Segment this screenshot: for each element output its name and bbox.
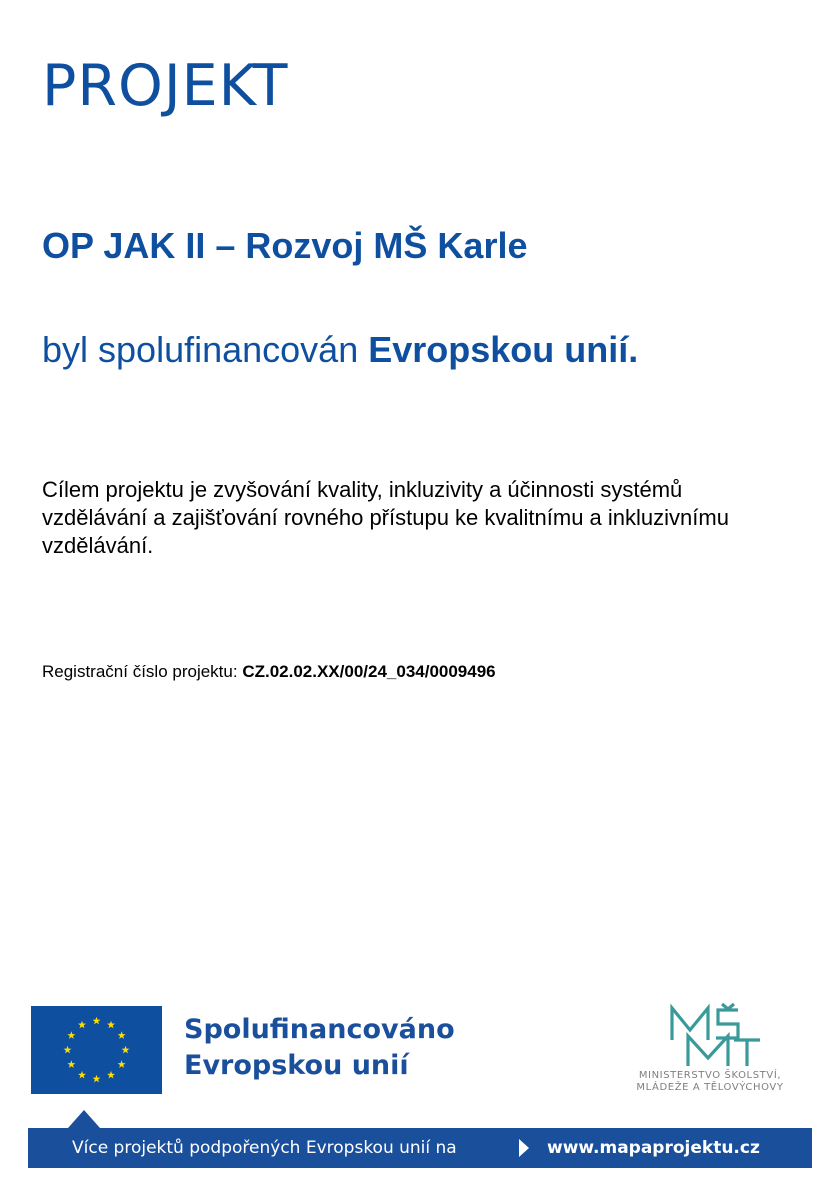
eu-star-icon: [78, 1071, 86, 1079]
project-name: OP JAK II – Rozvoj MŠ Karle: [42, 225, 528, 266]
banner-notch: [68, 1110, 100, 1128]
registration-number: [42, 662, 496, 682]
eu-star-icon: [107, 1021, 115, 1029]
eu-label-line2: Evropskou unií: [184, 1050, 409, 1081]
eu-star-icon: [93, 1017, 101, 1025]
eu-flag-icon: [31, 1006, 162, 1094]
cofinanced-emphasis: Evropskou unií.: [368, 329, 639, 370]
eu-star-icon: [107, 1071, 115, 1079]
eu-star-icon: [67, 1060, 75, 1068]
registration-label: Registrační číslo projektu:: [42, 662, 243, 681]
banner-text: Více projektů podpořených Evropskou unií na: [72, 1138, 457, 1158]
banner-url-link[interactable]: www.mapaprojektu.cz: [547, 1138, 760, 1158]
eu-star-icon: [93, 1075, 101, 1083]
page-heading: PROJEKT: [42, 53, 289, 119]
eu-star-icon: [118, 1031, 126, 1039]
cofinanced-statement: [42, 329, 639, 370]
mapaprojektu-banner[interactable]: [28, 1128, 812, 1168]
eu-cofinanced-label: [184, 1012, 455, 1084]
eu-star-icon: [64, 1046, 72, 1054]
registration-value: CZ.02.02.XX/00/24_034/0009496: [242, 662, 496, 681]
msmt-caption: [612, 1070, 808, 1094]
msmt-caption-line1: MINISTERSTVO ŠKOLSTVÍ,: [638, 1070, 782, 1081]
eu-label-line1: Spolufinancováno: [184, 1014, 455, 1045]
eu-star-icon: [118, 1060, 126, 1068]
eu-star-icon: [78, 1021, 86, 1029]
eu-star-icon: [122, 1046, 130, 1054]
cofinanced-prefix: byl spolufinancován: [42, 329, 369, 370]
project-goal-text: Cílem projektu je zvyšování kvality, inkluzivity a účinnosti systémů vzdělávání a zajišťování rovného přístupu ke kvalitnímu a inkluzivnímu vzdělávání.: [42, 477, 729, 558]
play-arrow-icon: [519, 1139, 529, 1157]
eu-star-icon: [67, 1031, 75, 1039]
msmt-caption-line2: MLÁDEŽE A TĚLOVÝCHOVY: [636, 1082, 784, 1093]
